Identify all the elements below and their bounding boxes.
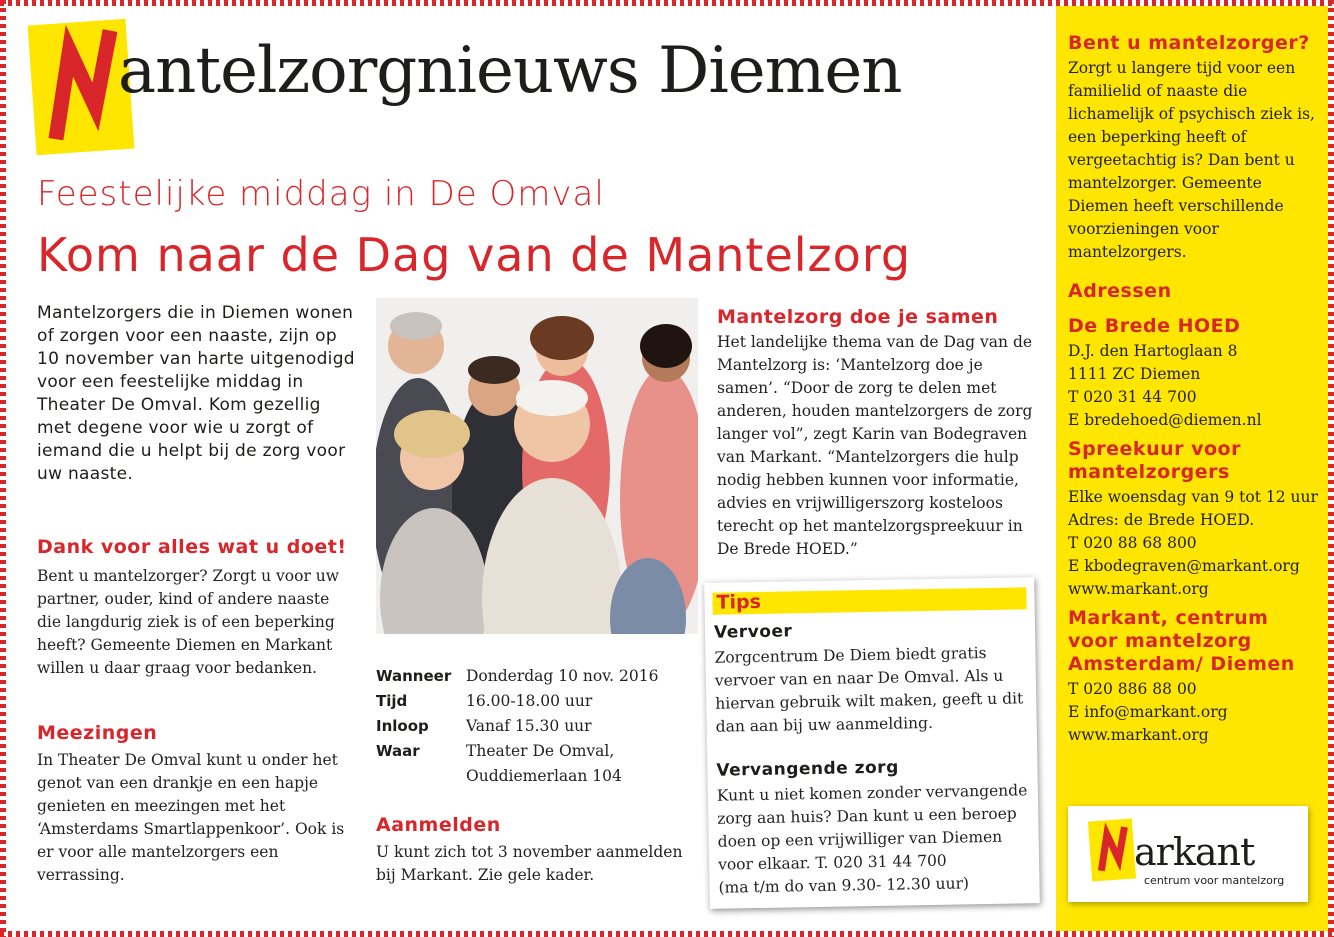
hoed-phone: T 020 31 44 700 (1068, 388, 1197, 406)
hoed-heading: De Brede HOED (1068, 315, 1241, 337)
markant-web[interactable]: www.markant.org (1068, 726, 1209, 744)
vervoer-heading: Vervoer (713, 621, 793, 643)
meezingen-heading: Meezingen (37, 722, 158, 744)
hoed-address2: 1111 ZC Diemen (1068, 365, 1201, 383)
samen-text: Het landelijke thema van de Dag van de Mantelzorg is: ‘Mantelzorg doe je samen’. “Door de zorg te delen met anderen, houden mantelzorgers de zorg langer vol”, zegt Karin van Bodegraven van Markant. “Mantelzorgers die hulp nodig hebben kunnen voor informatie, advies en vrijwilligerszorg kosteloos terecht op het mantelzorgspreekuur in De Brede HOED.” (717, 333, 1033, 558)
spreekuur-phone: T 020 88 68 800 (1068, 534, 1197, 552)
vervoer-text: Zorgcentrum De Diem biedt gratis vervoer van en naar De Omval. Als u hiervan gebruik wilt maken, geeft u dit dan aan bij uw aanmelding. (714, 643, 1024, 736)
bent-heading: Bent u mantelzorger? (1068, 32, 1310, 54)
spreekuur-line2: Adres: de Brede HOED. (1068, 511, 1255, 529)
event-info (376, 664, 706, 789)
tips-card (704, 577, 1040, 909)
sidebar (1056, 6, 1328, 931)
info-row-tijd: Tijd 16.00-18.00 uur (376, 692, 593, 710)
intro-paragraph: Mantelzorgers die in Diemen wonen of zorgen voor een naaste, zijn op 10 november van harte uitgenodigd voor een feestelijke middag in Theater De Omval. Kom gezellig met degene voor wie u zorgt of iemand die u helpt bij de zorg voor uw naaste. (37, 303, 355, 484)
tips-label: Tips (716, 590, 762, 614)
info-row-wanneer: Wanneer Donderdag 10 nov. 2016 (376, 667, 659, 685)
spreekuur-web[interactable]: www.markant.org (1068, 580, 1209, 598)
hoed-address1: D.J. den Hartoglaan 8 (1068, 342, 1238, 360)
markant-name: arkant (1134, 830, 1255, 874)
aanmelden-text: U kunt zich tot 3 november aanmelden bij Markant. Zie gele kader. (376, 843, 683, 884)
markant-logo-icon (1088, 819, 1136, 882)
group-photo (376, 298, 698, 634)
hoed-email[interactable]: E bredehoed@diemen.nl (1068, 411, 1262, 429)
info-row-waar: Waar Theater De Omval, Ouddiemerlaan 104 (376, 742, 622, 785)
spreekuur-heading: Spreekuur voor mantelzorgers (1068, 438, 1241, 483)
markant-heading: Markant, centrum voor mantelzorg Amsterdam/ Diemen (1068, 607, 1295, 675)
vervangende-hours: (ma t/m do van 9.30- 12.30 uur) (718, 874, 970, 897)
dank-text: Bent u mantelzorger? Zorgt u voor uw partner, ouder, kind of andere naaste die langdurig ziek is of een beperking heeft? Gemeente Diemen en Markant willen u daar graag voor bedanken. (37, 567, 340, 677)
adressen-heading: Adressen (1068, 280, 1172, 302)
markant-tagline: centrum voor mantelzorg (1144, 874, 1285, 887)
dank-heading: Dank voor alles wat u doet! (37, 536, 347, 558)
markant-email[interactable]: E info@markant.org (1068, 703, 1228, 721)
vervangende-text: Kunt u niet komen zonder vervangende zorg aan huis? Dan kunt u een beroep doen op een vrijwilliger van Diemen voor elkaar. T. 020 31 44 700 (716, 781, 1028, 874)
markant-phone: T 020 886 88 00 (1068, 680, 1197, 698)
headline: Kom naar de Dag van de Mantelzorg (37, 228, 912, 282)
meezingen-text: In Theater De Omval kunt u onder het genot van een drankje en een hapje genieten en meezingen met het ‘Amsterdams Smartlappenkoor’. Ook is er voor alle mantelzorgers een verrassing. (37, 751, 345, 884)
info-row-inloop: Inloop Vanaf 15.30 uur (376, 717, 592, 735)
spreekuur-line1: Elke woensdag van 9 tot 12 uur (1068, 488, 1318, 506)
vervangende-heading: Vervangende zorg (716, 757, 899, 781)
spreekuur-email[interactable]: E kbodegraven@markant.org (1068, 557, 1300, 575)
aanmelden-heading: Aanmelden (376, 814, 501, 836)
bent-text: Zorgt u langere tijd voor een familielid of naaste die lichamelijk of psychisch ziek is, een beperking heeft of vergeetachtig is? Dan bent u mantelzorger. Gemeente Diemen heeft verschillende voorzieningen voor mantelzorgers. (1068, 59, 1315, 261)
subtitle: Feestelijke middag in De Omval (37, 174, 605, 214)
masthead-title: antelzorgnieuws Diemen (118, 34, 902, 108)
samen-heading: Mantelzorg doe je samen (717, 306, 999, 328)
markant-logo (1068, 806, 1308, 902)
